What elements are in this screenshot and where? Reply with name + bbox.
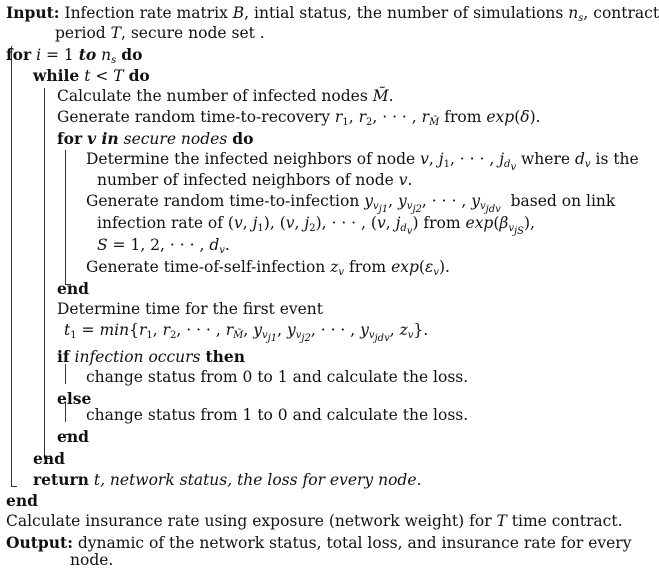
step-self-infection: Generate time-of-self-infection $z_v$ from $\exp(\varepsilon_v)$.: [86, 258, 450, 278]
step-insurance-rate: Calculate insurance rate using exposure (network weight) for T time contract.: [6, 512, 623, 530]
input-text: Infection rate matrix B, intial status, the number of simulations $n_s$, contract: [64, 4, 659, 24]
while-line: while t < T do: [33, 66, 150, 85]
output-continuation: node.: [70, 551, 114, 569]
step-calc-infected: Calculate the number of infected nodes M̃.: [57, 87, 394, 105]
end-for-secure-nodes: end: [57, 279, 89, 298]
step-time-to-infection: Generate random time-to-infection $y_{v_{j1}}$, $y_{v_{j2}}$, · · · , $y_{v_{jdv}}$ based on link: [86, 192, 616, 215]
input-continuation: period T, secure node set .: [55, 24, 265, 42]
then-keyword: then: [205, 347, 245, 366]
if-keyword: if: [57, 347, 70, 366]
step-min-formula: $t_1 = \min\{r_1$, $r_2$, · · · , $r_{M̃}$, $y_{v_{j1}}$, $y_{v_{j2}}$, · · · , $y_{v_{jdv}}$, $z_v$}.: [64, 321, 429, 344]
end-for: end: [6, 491, 38, 510]
step-status-1-to-0: change status from 1 to 0 and calculate the loss.: [86, 406, 469, 424]
end-if: end: [57, 427, 89, 446]
for2-block-bar: [65, 150, 66, 284]
step-infected-neighbors-cont: number of infected neighbors of node v.: [97, 171, 413, 189]
step-infected-neighbors: Determine the infected neighbors of node v, $j_1$, · · · , $j_{d_v}$ where $d_v$ is the: [86, 150, 639, 173]
for-line: for i = 1 to $n_s$ do: [6, 45, 143, 66]
for-block-bar: [11, 46, 12, 486]
output-keyword: Output:: [6, 533, 73, 552]
output-text: dynamic of the network status, total loss, and insurance rate for every: [77, 534, 632, 552]
return-text: t, network status, the loss for every node.: [93, 471, 422, 489]
return-line: [33, 469, 421, 491]
step-first-event: Determine time for the first event: [57, 300, 324, 318]
if-line: [57, 346, 245, 368]
while-block-bar: [44, 88, 45, 458]
step-time-to-infection-cont: infection rate of (v, $j_1$), (v, $j_2$), · · · , (v, $j_{d_v}$) from $\exp(\beta_{v_{jS}})$,: [97, 214, 535, 237]
for-block-end-tick: [11, 486, 17, 487]
step-status-0-to-1: change status from 0 to 1 and calculate the loss.: [86, 368, 469, 386]
end-while: end: [33, 449, 65, 468]
else-line: else: [57, 389, 92, 408]
input-line: [6, 2, 659, 24]
if-condition: infection occurs: [74, 348, 201, 366]
step-time-to-infection-cont2: S = 1, 2, · · · , $d_v$.: [97, 236, 230, 256]
input-keyword: Input:: [6, 3, 60, 22]
while-keyword: while: [33, 66, 80, 85]
for-keyword: for: [6, 45, 32, 64]
return-keyword: return: [33, 470, 89, 489]
step-time-to-recovery: Generate random time-to-recovery $r_1$, $r_2$, · · · , $r_{M̃}$ from exp(δ).: [57, 108, 541, 128]
do-keyword: do: [121, 45, 143, 64]
for-secure-nodes-line: for v in secure nodes do: [57, 129, 254, 148]
